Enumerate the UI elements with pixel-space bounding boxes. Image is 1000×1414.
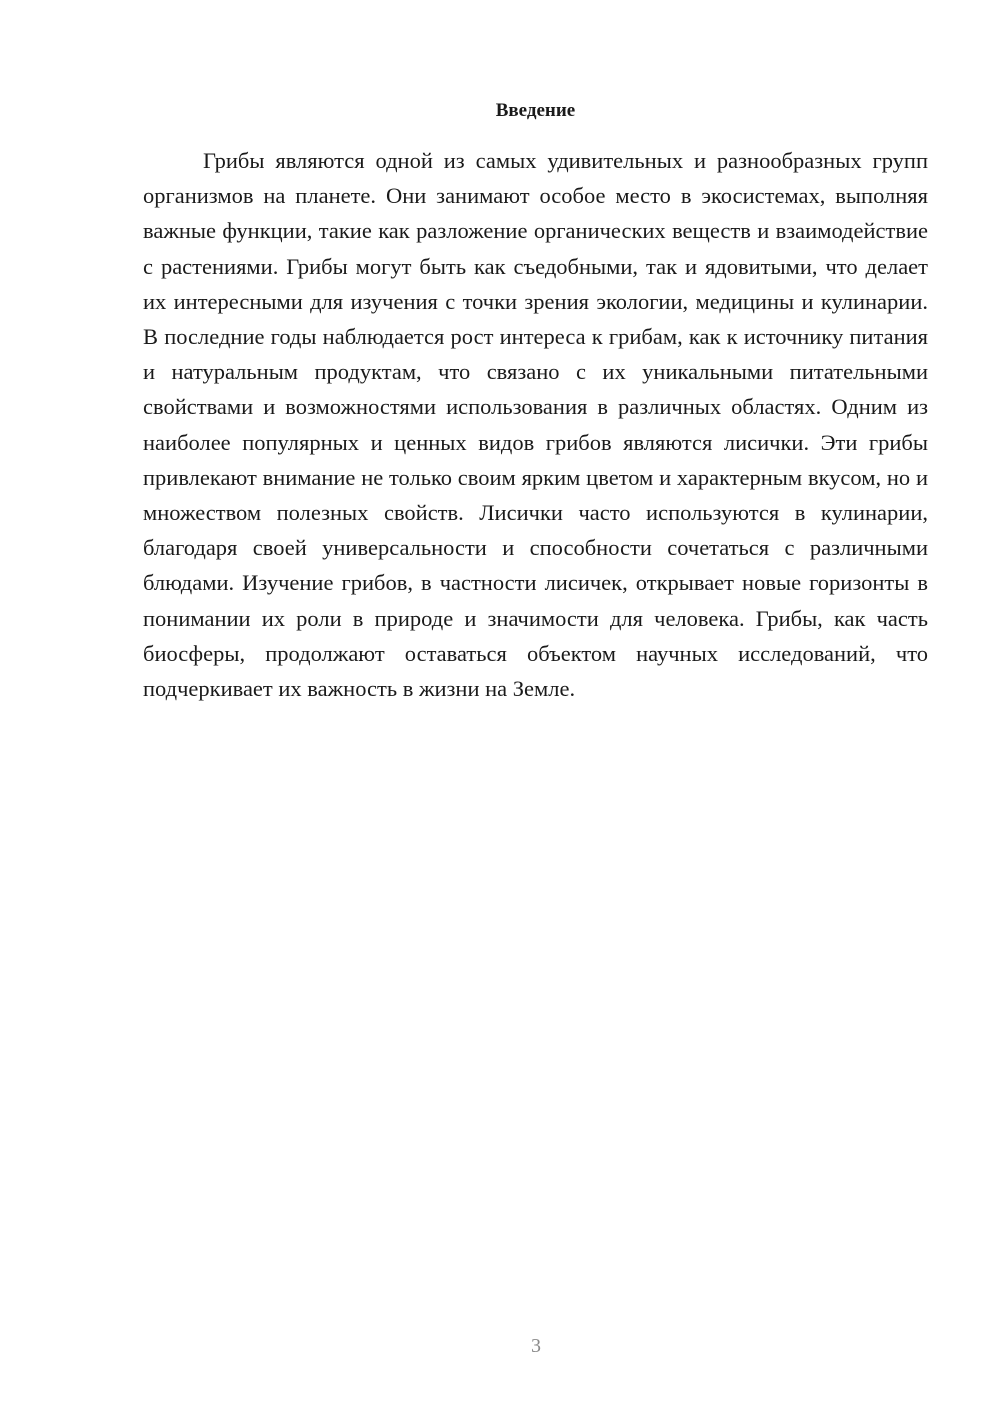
section-heading: Введение [495, 100, 576, 121]
page-number: 3 [531, 1335, 541, 1357]
intro-paragraph: Грибы являются одной из самых удивительных и разнообразных групп организмов на планете. Они занимают особое место в экосистемах, выполняя важные функции, такие как разложение органических веществ и взаимодействие с растениями. Грибы могут быть как съедобными, так и ядовитыми, что делает их интересными для изучения с точки зрения экологии, медицины и кулинарии. В последние годы наблюдается рост интереса к грибам, как к источнику питания и натуральным продуктам, что связано с их уникальными питательными свойствами и возможностями использования в различных областях. Одним из наиболее популярных и ценных видов грибов являются лисички. Эти грибы привлекают внимание не только своим ярким цветом и характерным вкусом, но и множеством полезных свойств. Лисички часто используются в кулинарии, благодаря своей универсальности и способности сочетаться с различными блюдами. Изучение грибов, в частности лисичек, открывает новые горизонты в понимании их роли в природе и значимости для человека. Грибы, как часть биосферы, продолжают оставаться объектом научных исследований, что подчеркивает их важность в жизни на Земле. [143, 148, 928, 702]
